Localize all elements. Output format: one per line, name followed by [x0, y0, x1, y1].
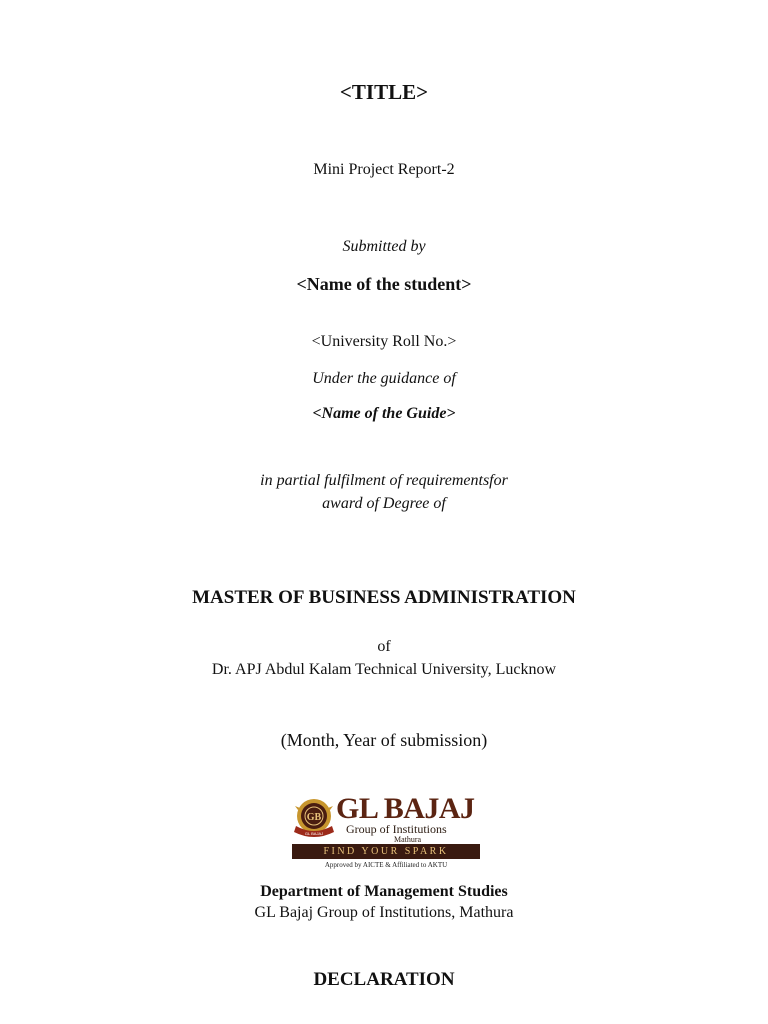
fulfilment-line-2: award of Degree of	[322, 495, 446, 512]
fulfilment-line-1: in partial fulfilment of requirementsfor	[260, 472, 508, 489]
logo-city: Mathura	[394, 835, 422, 844]
guide-name: <Name of the Guide>	[312, 405, 456, 422]
department-name: Department of Management Studies	[260, 883, 508, 900]
report-title: <TITLE>	[339, 80, 429, 104]
logo-name: GL BAJAJ	[336, 792, 475, 825]
logo-tagline: FIND YOUR SPARK	[292, 844, 480, 859]
declaration-heading: DECLARATION	[313, 969, 455, 990]
guidance-label: Under the guidance of	[312, 370, 456, 387]
roll-number: <University Roll No.>	[311, 333, 457, 350]
seal-icon	[290, 796, 338, 842]
report-type: Mini Project Report-2	[313, 161, 455, 178]
logo-approval: Approved by AICTE & Affiliated to AKTU	[324, 861, 448, 869]
degree-name: MASTER OF BUSINESS ADMINISTRATION	[192, 587, 576, 608]
submitted-by-label: Submitted by	[342, 238, 426, 255]
svg-text:GB: GB	[306, 812, 322, 823]
university-name: Dr. APJ Abdul Kalam Technical University, Lucknow	[211, 661, 557, 678]
of-label: of	[377, 638, 391, 655]
institution-logo	[286, 794, 486, 876]
submission-date: (Month, Year of submission)	[280, 730, 488, 750]
svg-text:GL BAJAJ: GL BAJAJ	[304, 831, 324, 836]
student-name: <Name of the student>	[296, 274, 472, 294]
institution-name: GL Bajaj Group of Institutions, Mathura	[254, 904, 514, 921]
logo-group-text: Group of Institutions	[346, 822, 447, 836]
